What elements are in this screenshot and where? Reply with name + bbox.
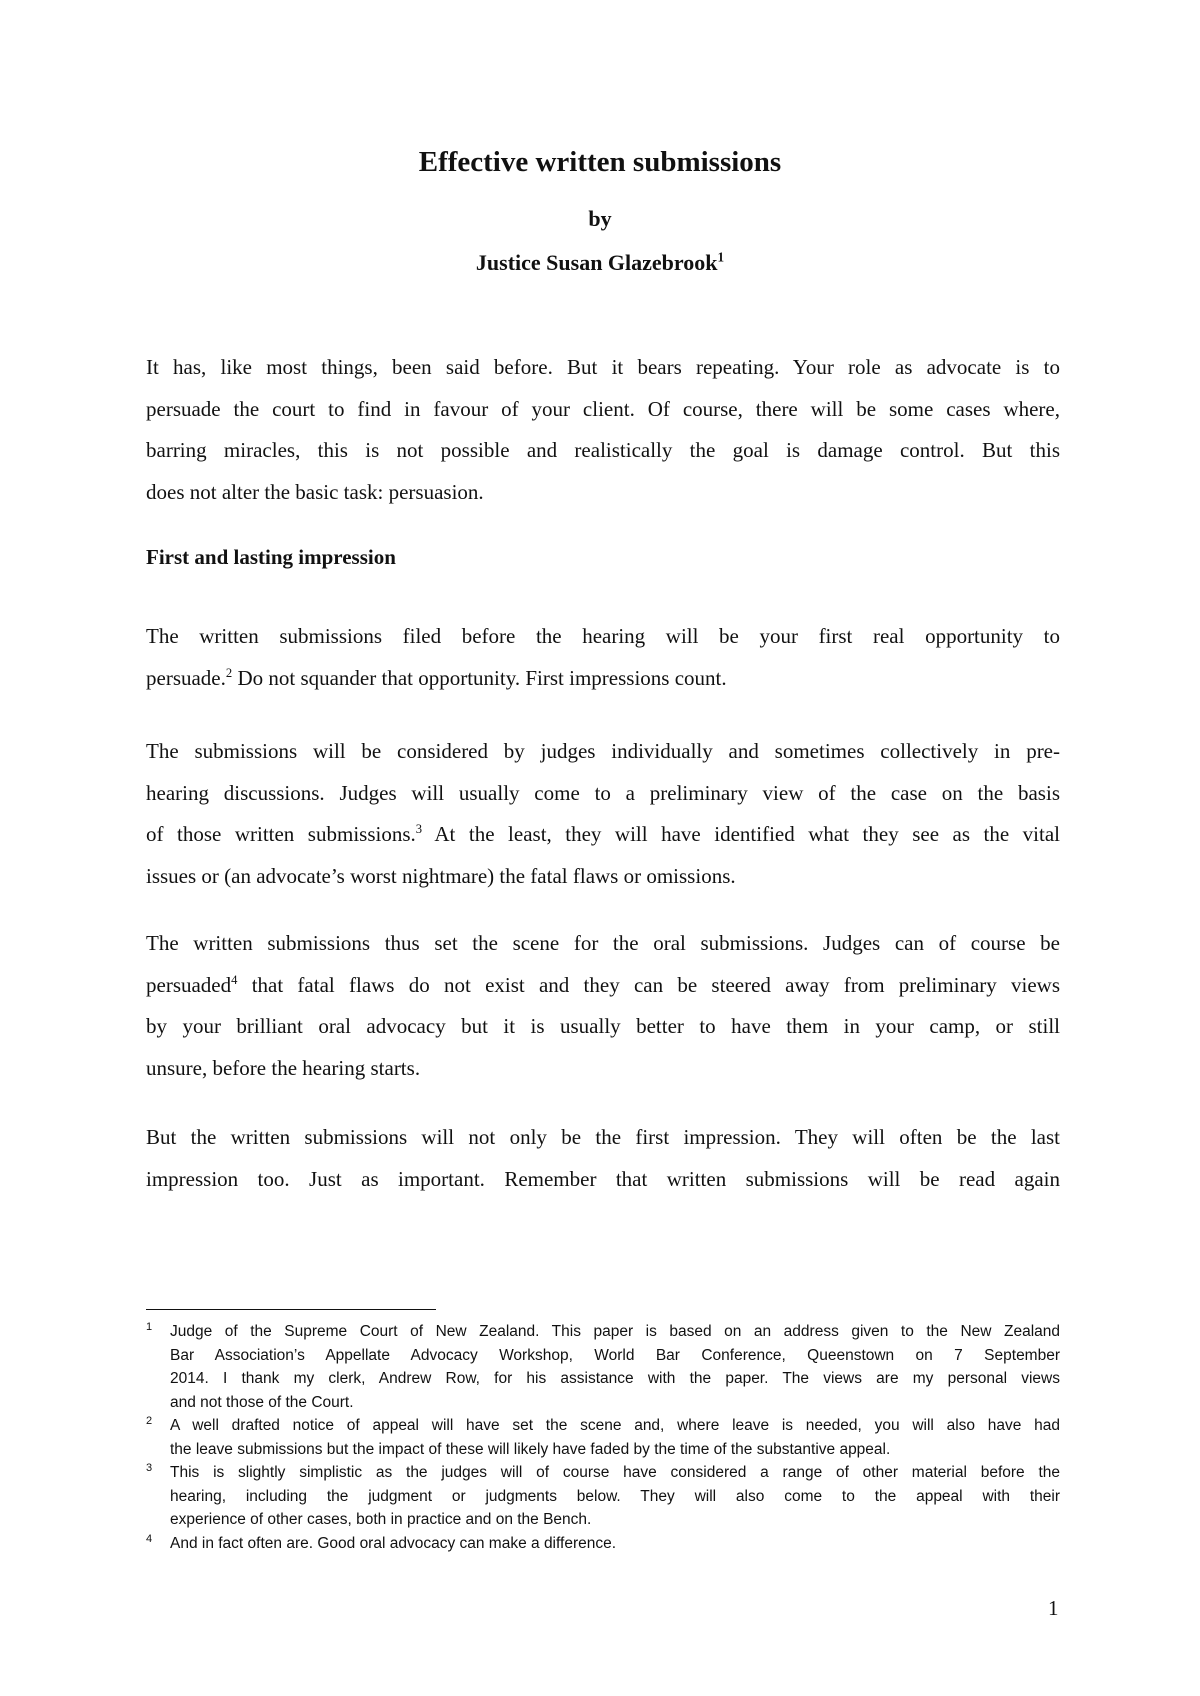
- footnotes: [146, 1320, 1060, 1555]
- footnote-line: and not those of the Court.: [170, 1393, 354, 1411]
- text-line: [146, 658, 1060, 700]
- paragraph-4: [146, 923, 1060, 1089]
- text-line: The written submissions thus set the scene for the oral submissions. Judges can of course be: [146, 931, 1060, 955]
- paragraph-1: [146, 347, 1060, 513]
- footnote-ref[interactable]: 2: [225, 665, 233, 680]
- footnote-line: 2014. I thank my clerk, Andrew Row, for his assistance with the paper. The views are my personal views: [170, 1370, 1060, 1387]
- text-line: impression too. Just as important. Remember that written submissions will be read again: [146, 1166, 1060, 1191]
- text-line: by your brilliant oral advocacy but it is usually better to have them in your camp, or still: [146, 1014, 1060, 1038]
- footnote-line: the leave submissions but the impact of these will likely have faded by the time of the substantive appeal.: [170, 1440, 891, 1458]
- text-line: does not alter the basic task: persuasion.: [146, 479, 484, 504]
- text-line: hearing discussions. Judges will usually come to a preliminary view of the case on the basis: [146, 780, 1060, 805]
- text-line: The submissions will be considered by judges individually and sometimes collectively in pre-: [146, 739, 1060, 763]
- document-by-line: by: [588, 206, 612, 231]
- text-line: It has, like most things, been said before. But it bears repeating. Your role as advocate is to: [146, 355, 1060, 379]
- footnote-number: 3: [146, 1462, 153, 1474]
- footnote-2: [146, 1414, 1060, 1461]
- footnote-4: [146, 1532, 1060, 1556]
- footnote-line: Bar Association’s Appellate Advocacy Workshop, World Bar Conference, Queenstown on 7 September: [170, 1346, 1060, 1364]
- text-line: barring miracles, this is not possible and realistically the goal is damage control. But this: [146, 438, 1060, 462]
- footnote-number: 4: [146, 1532, 153, 1545]
- text-line: unsure, before the hearing starts.: [146, 1055, 421, 1080]
- text-line: [146, 965, 1060, 1007]
- text-segment: persuade.: [146, 665, 226, 690]
- section-heading: First and lasting impression: [146, 545, 396, 569]
- footnote-ref[interactable]: 4: [231, 972, 238, 987]
- footnote-divider: [146, 1309, 436, 1310]
- document-author: [0, 250, 1200, 276]
- text-segment: Do not squander that opportunity. First impressions count.: [232, 665, 727, 690]
- footnote-line: experience of other cases, both in practice and on the Bench.: [170, 1511, 592, 1528]
- footnote-line: hearing, including the judgment or judgments below. They will also come to the appeal with their: [170, 1487, 1060, 1505]
- footnote-line: Judge of the Supreme Court of New Zealand. This paper is based on an address given to the New Zealand: [170, 1323, 1060, 1340]
- page-number: 1: [1048, 1596, 1059, 1620]
- footnote-number: 2: [146, 1415, 153, 1427]
- footnote-1: [146, 1320, 1060, 1414]
- footnote-line: A well drafted notice of appeal will have set the scene and, where leave is needed, you will also have had: [170, 1417, 1060, 1434]
- author-name: Justice Susan Glazebrook: [475, 250, 718, 275]
- footnote-line: This is slightly simplistic as the judges will of course have considered a range of other material before the: [170, 1464, 1060, 1481]
- footnote-number: 1: [146, 1321, 153, 1333]
- text-segment: of those written submissions.: [146, 822, 416, 846]
- text-line: issues or (an advocate’s worst nightmare) the fatal flaws or omissions.: [146, 863, 736, 888]
- text-line: persuade the court to find in favour of your client. Of course, there will be some cases where,: [146, 396, 1060, 421]
- text-line: The written submissions filed before the hearing will be your first real opportunity to: [146, 624, 1060, 648]
- text-segment: At the least, they will have identified what they see as the vital: [422, 822, 1060, 846]
- text-line: But the written submissions will not only be the first impression. They will often be the last: [146, 1125, 1060, 1149]
- text-segment: that fatal flaws do not exist and they can be steered away from preliminary views: [237, 972, 1060, 997]
- paragraph-5: [146, 1117, 1060, 1200]
- text-line: [146, 814, 1060, 856]
- text-segment: persuaded: [146, 972, 232, 997]
- footnote-3: [146, 1461, 1060, 1532]
- paragraph-2: [146, 616, 1060, 699]
- footnote-line: And in fact often are. Good oral advocacy can make a difference.: [170, 1534, 617, 1552]
- document-title: Effective written submissions: [418, 146, 782, 178]
- paragraph-3: [146, 731, 1060, 897]
- footnote-ref[interactable]: 1: [717, 249, 725, 265]
- footnote-ref[interactable]: 3: [415, 822, 423, 836]
